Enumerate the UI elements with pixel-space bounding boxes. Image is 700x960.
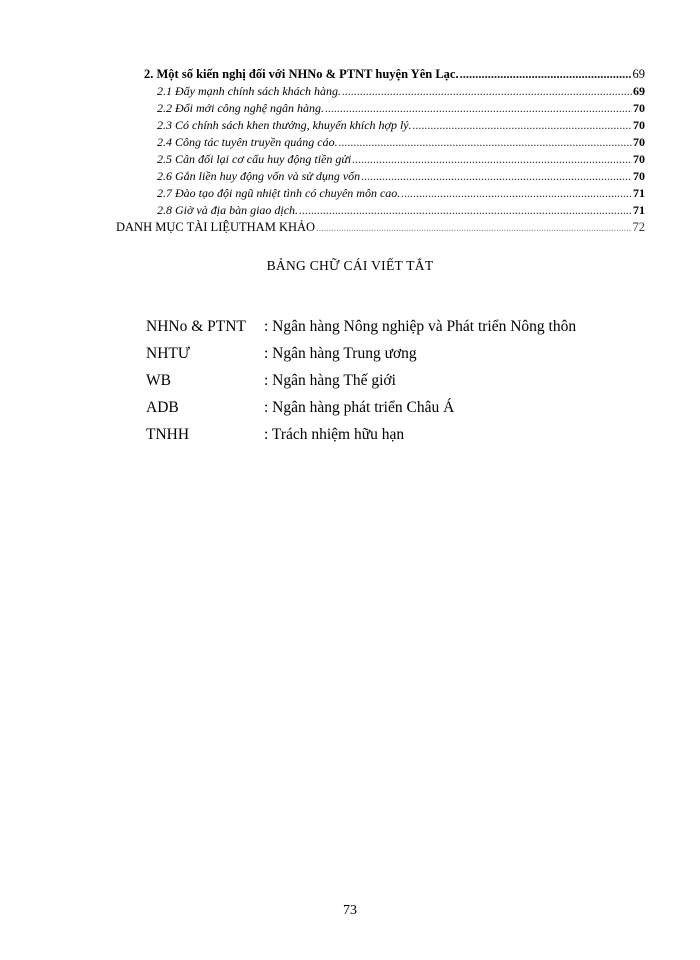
abbreviation-code: NHTƯ [146, 345, 190, 362]
toc-entry-2-3 [157, 117, 645, 133]
toc-leader-dots [460, 66, 632, 82]
toc-leader-dots [361, 168, 632, 184]
toc-entry-references [116, 219, 645, 235]
toc-entry-2-5 [157, 151, 645, 167]
toc-leader-dots [339, 134, 632, 150]
abbreviations-heading: BẢNG CHỮ CÁI VIẾT TẮT [266, 258, 434, 273]
abbreviation-code: WB [146, 372, 171, 389]
toc-entry-title: 2.3 Có chính sách khen thưởng, khuyến khích hợp lý. [157, 118, 412, 132]
toc-entry-page: 70 [633, 169, 645, 183]
toc-entry-page: 70 [633, 152, 645, 166]
toc-entry-2-4 [157, 134, 645, 150]
toc-entry-2-2 [157, 100, 645, 116]
toc-entry-2-7 [157, 185, 645, 201]
toc-leader-dots [316, 221, 631, 235]
abbreviation-meaning: : Ngân hàng Trung ương [264, 345, 417, 362]
toc-entry-page: 72 [632, 220, 645, 234]
abbreviation-row [146, 343, 666, 365]
page-number: 73 [343, 903, 357, 918]
toc-leader-dots [401, 185, 632, 201]
toc-entry-title: 2.6 Gắn liền huy động vốn và sử dụng vốn [157, 169, 361, 183]
abbreviation-row [146, 397, 666, 419]
abbreviation-meaning: : Ngân hàng Nông nghiệp và Phát triển Nông thôn [264, 318, 577, 335]
toc-entry-page: 69 [633, 84, 645, 98]
toc-entry-page: 69 [632, 67, 645, 81]
abbreviation-code: NHNo & PTNT [146, 318, 246, 335]
abbreviation-meaning: : Trách nhiệm hữu hạn [264, 426, 405, 443]
abbreviation-code: TNHH [146, 426, 190, 443]
abbreviation-meaning: : Ngân hàng phát triển Châu Á [264, 399, 455, 416]
toc-leader-dots [299, 202, 632, 218]
toc-entry-2-1 [157, 83, 645, 99]
toc-leader-dots [325, 100, 632, 116]
toc-entry-page: 70 [633, 101, 645, 115]
toc-entry-2-8 [157, 202, 645, 218]
abbreviation-row [146, 316, 666, 338]
toc-entry-title: 2.2 Đổi mới công nghệ ngân hàng. [157, 101, 325, 115]
toc-entry-title: 2.5 Cân đối lại cơ cấu huy động tiền gửi [157, 152, 352, 166]
toc-leader-dots [352, 151, 632, 167]
toc-entry-title: 2. Một số kiến nghị đối với NHNo & PTNT huyện Yên Lạc. [144, 67, 459, 81]
toc-entry-title: 2.4 Công tác tuyên truyền quảng cáo. [157, 135, 338, 149]
abbreviation-row [146, 424, 666, 446]
toc-leader-dots [342, 83, 632, 99]
abbreviation-code: ADB [146, 399, 179, 416]
toc-entry-page: 70 [633, 118, 645, 132]
toc-entry-page: 71 [633, 186, 645, 200]
abbreviation-row [146, 370, 666, 392]
toc-entry-title: 2.1 Đẩy mạnh chính sách khách hàng. [157, 84, 341, 98]
toc-entry-page: 71 [633, 203, 645, 217]
toc-entry-2-6 [157, 168, 645, 184]
toc-entry-title: 2.7 Đào tạo đội ngũ nhiệt tình có chuyên môn cao. [157, 186, 401, 200]
toc-entry-title: 2.8 Giờ và địa bàn giao dịch. [157, 203, 299, 217]
toc-entry-page: 70 [633, 135, 645, 149]
toc-leader-dots [413, 117, 632, 133]
toc-entry-title: DANH MỤC TÀI LIỆUTHAM KHẢO [116, 220, 316, 234]
toc-entry-section-2 [144, 66, 645, 82]
abbreviation-meaning: : Ngân hàng Thế giới [264, 372, 396, 389]
